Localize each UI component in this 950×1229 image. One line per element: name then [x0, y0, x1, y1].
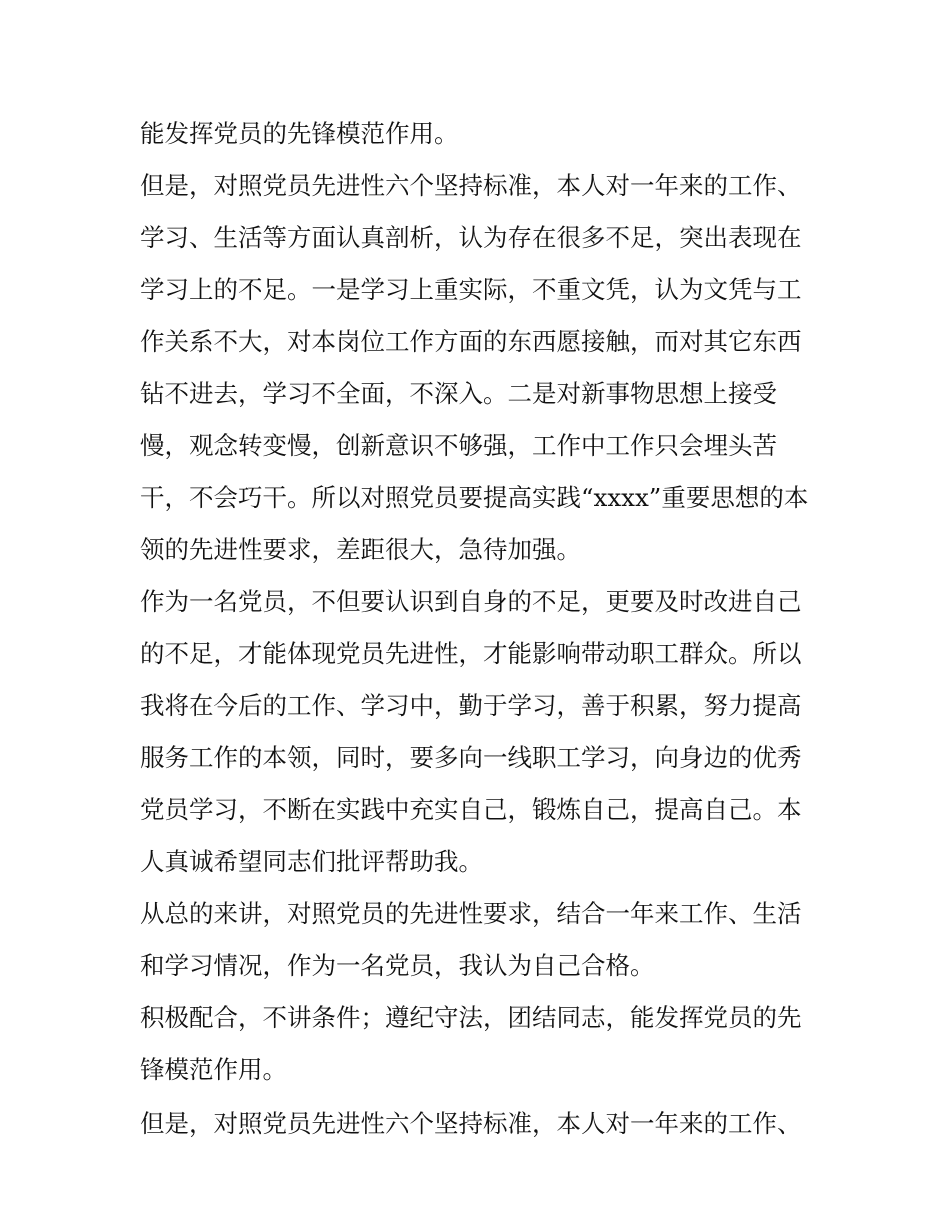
- text-line: 作关系不大，对本岗位工作方面的东西愿接触，而对其它东西: [140, 327, 802, 356]
- text-line: 积极配合，不讲条件；遵纪守法，团结同志，能发挥党员的先: [140, 1003, 802, 1032]
- text-line: 作为一名党员，不但要认识到自身的不足，更要及时改进自己: [140, 587, 802, 616]
- text-line: 和学习情况，作为一名党员，我认为自己合格。: [140, 951, 655, 980]
- text-line: 能发挥党员的先锋模范作用。: [140, 119, 459, 148]
- text-line: 的不足，才能体现党员先进性，才能影响带动职工群众。所以: [140, 639, 802, 668]
- text-line: 党员学习，不断在实践中充实自己，锻炼自己，提高自己。本: [140, 795, 802, 824]
- text-line: 锋模范作用。: [140, 1055, 287, 1084]
- text-line: 但是，对照党员先进性六个坚持标准，本人对一年来的工作、: [140, 1109, 802, 1138]
- text-line: 学习上的不足。一是学习上重实际，不重文凭，认为文凭与工: [140, 275, 802, 304]
- text-line: 我将在今后的工作、学习中，勤于学习，善于积累，努力提高: [140, 691, 802, 720]
- text-line: 人真诚希望同志们批评帮助我。: [140, 847, 483, 876]
- text-line: 从总的来讲，对照党员的先进性要求，结合一年来工作、生活: [140, 899, 802, 928]
- text-line: 慢，观念转变慢，创新意识不够强，工作中工作只会埋头苦: [140, 431, 777, 460]
- text-line: 干，不会巧干。所以对照党员要提高实践“xxxx”重要思想的本: [140, 483, 809, 512]
- text-line: 领的先进性要求，差距很大，急待加强。: [140, 535, 581, 564]
- document-body: [140, 108, 812, 1150]
- text-line: 但是，对照党员先进性六个坚持标准，本人对一年来的工作、: [140, 171, 802, 200]
- text-line: 服务工作的本领，同时，要多向一线职工学习，向身边的优秀: [140, 743, 802, 772]
- text-line: 学习、生活等方面认真剖析，认为存在很多不足，突出表现在: [140, 223, 802, 252]
- text-line: 钻不进去，学习不全面，不深入。二是对新事物思想上接受: [140, 379, 777, 408]
